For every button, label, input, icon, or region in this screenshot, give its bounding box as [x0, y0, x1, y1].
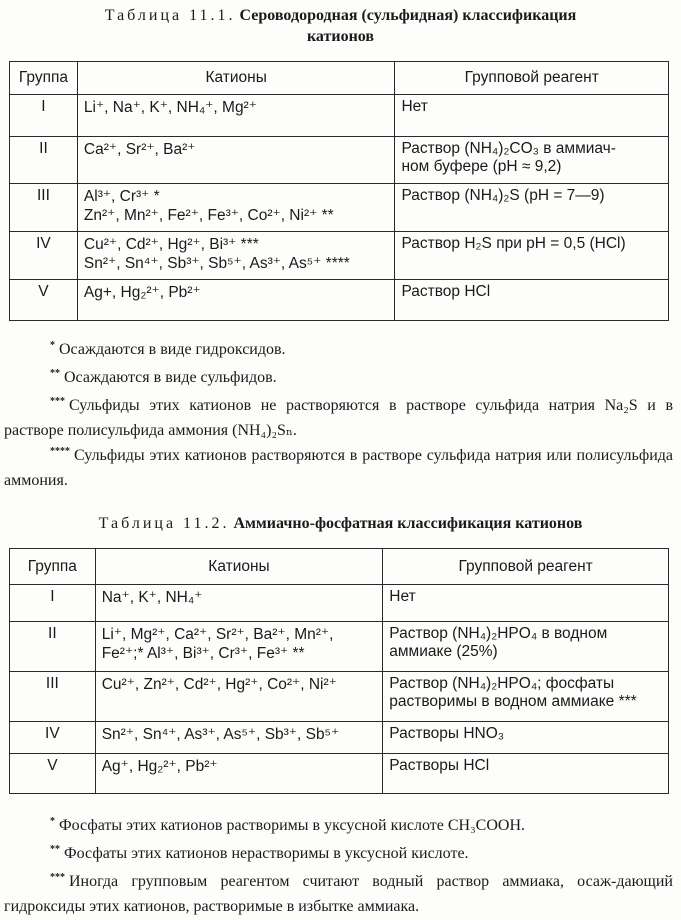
- cations-cell: [95, 672, 383, 722]
- cations-line: Li⁺, Na⁺, K⁺, NH₄⁺, Mg²⁺: [83, 99, 257, 116]
- table1-note-3: [4, 394, 673, 442]
- reagent-line: Раствор H₂S при pH = 0,5 (HCl): [401, 235, 626, 252]
- cations-cell: [77, 280, 395, 321]
- reagent-cell: [383, 672, 669, 722]
- cations-cell: [95, 585, 383, 622]
- table1-header-row: [10, 62, 669, 95]
- table2-caption-title: Аммиачно-фосфатная классификация катионов: [233, 515, 583, 532]
- cations-cell: [95, 622, 383, 672]
- group-cell: I: [10, 585, 96, 622]
- cations-line: Cu²⁺, Zn²⁺, Cd²⁺, Hg²⁺, Co²⁺, Ni²⁺: [101, 676, 337, 693]
- cations-line: Li⁺, Mg²⁺, Ca²⁺, Sr²⁺, Ba²⁺, Mn²⁺,: [101, 626, 334, 643]
- footnote-mark: ***: [50, 396, 65, 407]
- table1-header-reagent: Групповой реагент: [395, 62, 669, 95]
- cations-cell: [95, 754, 383, 794]
- footnote-text: Сульфиды этих катионов растворяются в растворе сульфида натрия или полисульфида аммония.: [4, 447, 673, 489]
- table-row: [10, 280, 669, 321]
- reagent-line: Нет: [389, 588, 416, 605]
- reagent-cell: [383, 754, 669, 794]
- cations-line: Fe²⁺;* Al³⁺, Bi³⁺, Cr³⁺, Fe³⁺ **: [101, 645, 305, 662]
- group-cell: IV: [10, 232, 78, 280]
- table2-note-3: [4, 870, 673, 918]
- table1-header-cations: Катионы: [77, 62, 395, 95]
- group-cell: IV: [10, 722, 96, 754]
- footnote-text: Иногда групповым реагентом считают водный раствор аммиака, осаж-дающий гидроксиды этих катионов, растворимые в избытке аммиака.: [4, 873, 673, 915]
- reagent-cell: [383, 585, 669, 622]
- table2-header-group: Группа: [10, 549, 96, 585]
- reagent-cell: [383, 722, 669, 754]
- cations-line: Cu²⁺, Cd²⁺, Hg²⁺, Bi³⁺ ***: [83, 236, 259, 253]
- table2-caption-label: Таблица 11.2.: [98, 515, 230, 532]
- footnote-text: Фосфаты этих катионов растворимы в уксусной кислоте CH₃COOH.: [59, 817, 526, 834]
- cations-cell: [77, 232, 395, 280]
- group-cell: V: [10, 754, 96, 794]
- footnote-mark: *: [50, 816, 55, 827]
- reagent-cell: [395, 137, 669, 184]
- reagent-line: ном буфере (pH ≈ 9,2): [401, 158, 562, 175]
- footnote-mark: **: [50, 844, 60, 855]
- cations-cell: [95, 722, 383, 754]
- cations-line: Al³⁺, Cr³⁺ *: [83, 188, 160, 205]
- reagent-line: Нет: [401, 98, 428, 115]
- table-row: [10, 184, 669, 232]
- table-row: [10, 722, 669, 754]
- table1-note-4: [4, 444, 673, 492]
- footnote-text: Сульфиды этих катионов не растворяются в растворе сульфида натрия Na₂S и в растворе полисульфида аммония (NH₄)₂Sₙ.: [4, 397, 673, 439]
- reagent-line: Раствор HCl: [401, 283, 491, 300]
- reagent-line: Раствор (NH₄)₂HPO₄; фосфаты: [389, 675, 615, 692]
- table1-note-2: [4, 366, 673, 391]
- reagent-line: Раствор (NH₄)₂CO₃ в аммиач-: [401, 140, 616, 157]
- cations-line: Ag⁺, Hg₂²⁺, Pb²⁺: [101, 758, 218, 775]
- table1-caption-label: Таблица 11.1.: [104, 7, 236, 24]
- table1: [9, 61, 669, 321]
- reagent-cell: [395, 280, 669, 321]
- table-row: [10, 95, 669, 137]
- group-cell: III: [10, 184, 78, 232]
- group-cell: II: [10, 622, 96, 672]
- table1-header-group: Группа: [10, 62, 78, 95]
- reagent-line: аммиаке (25%): [389, 643, 498, 660]
- cations-line: Ca²⁺, Sr²⁺, Ba²⁺: [83, 141, 196, 158]
- table-row: [10, 137, 669, 184]
- table2-caption: [0, 514, 681, 534]
- table1-note-1: [4, 338, 673, 363]
- cations-line: Ag+, Hg₂²⁺, Pb²⁺: [83, 284, 201, 301]
- footnote-text: Осаждаются в виде гидроксидов.: [59, 341, 286, 358]
- table1-caption-title-line2: катионов: [306, 28, 375, 45]
- table-row: [10, 672, 669, 722]
- group-cell: I: [10, 95, 78, 137]
- reagent-line: растворимы в водном аммиаке ***: [389, 693, 637, 710]
- cations-cell: [77, 137, 395, 184]
- cations-line: Sn²⁺, Sn⁴⁺, Sb³⁺, Sb⁵⁺, As³⁺, As⁵⁺ ****: [83, 255, 350, 272]
- footnote-mark: **: [50, 368, 60, 379]
- footnote-mark: ***: [50, 872, 65, 883]
- table-row: [10, 754, 669, 794]
- table2-header-cations: Катионы: [95, 549, 383, 585]
- cations-line: Na⁺, K⁺, NH₄⁺: [101, 589, 203, 606]
- table-row: [10, 585, 669, 622]
- reagent-cell: [395, 95, 669, 137]
- table-row: [10, 232, 669, 280]
- table1-caption-line2: [0, 27, 681, 47]
- reagent-line: Растворы HNO₃: [389, 725, 505, 742]
- table2-header-reagent: Групповой реагент: [383, 549, 669, 585]
- footnote-text: Осаждаются в виде сульфидов.: [64, 369, 277, 386]
- reagent-line: Растворы HCl: [389, 757, 490, 774]
- group-cell: V: [10, 280, 78, 321]
- reagent-line: Раствор (NH₄)₂HPO₄ в водном: [389, 625, 608, 642]
- footnote-text: Фосфаты этих катионов нерастворимы в уксусной кислоте.: [64, 845, 469, 862]
- cations-line: Sn²⁺, Sn⁴⁺, As³⁺, As⁵⁺, Sb³⁺, Sb⁵⁺: [101, 726, 340, 743]
- table2-note-1: [4, 814, 673, 839]
- reagent-cell: [395, 184, 669, 232]
- table1-caption-title-line1: Сероводородная (сульфидная) классификация: [239, 7, 577, 24]
- cations-cell: [77, 95, 395, 137]
- footnote-mark: *: [50, 340, 55, 351]
- reagent-cell: [383, 622, 669, 672]
- table2-header-row: [10, 549, 669, 585]
- table2-note-2: [4, 842, 673, 867]
- table-row: [10, 622, 669, 672]
- reagent-cell: [395, 232, 669, 280]
- reagent-line: Раствор (NH₄)₂S (pH = 7—9): [401, 187, 605, 204]
- table2: [9, 548, 669, 794]
- group-cell: II: [10, 137, 78, 184]
- cations-line: Zn²⁺, Mn²⁺, Fe²⁺, Fe³⁺, Co²⁺, Ni²⁺ **: [83, 207, 334, 224]
- group-cell: III: [10, 672, 96, 722]
- table1-caption: [0, 6, 681, 26]
- cations-cell: [77, 184, 395, 232]
- footnote-mark: ****: [50, 446, 70, 457]
